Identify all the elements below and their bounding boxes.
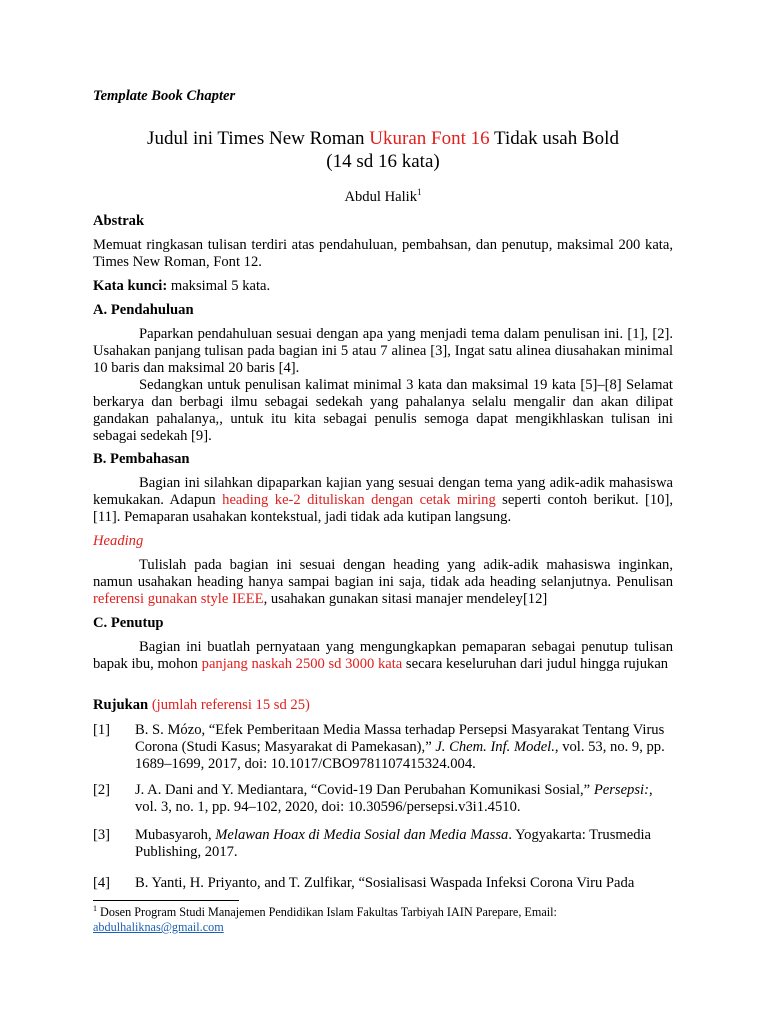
- reference-entry: [135, 722, 675, 773]
- keywords-label: Kata kunci:: [93, 278, 168, 294]
- text-run: Tulislah pada bagian ini sesuai dengan heading yang adik-adik mahasiswa inginkan, namun usahakan heading hanya sampai bagian ini saja, tidak ada heading selanjutnya. Penulisan: [93, 557, 673, 590]
- book-title: Melawan Hoax di Media Sosial dan Media Massa: [215, 827, 509, 843]
- title-subline: (14 sd 16 kata): [326, 151, 440, 172]
- references-note: (jumlah referensi 15 sd 25): [148, 697, 310, 713]
- footnote: [93, 905, 693, 935]
- sub-heading: Heading: [93, 533, 144, 549]
- text-run: Bagian ini silahkan dipaparkan kajian yang sesuai dengan tema yang adik-adik mahasiswa kemukakan. Adapun: [93, 475, 673, 508]
- discussion-paragraph-1: [93, 475, 673, 526]
- chapter-label: Template Book Chapter: [93, 88, 236, 104]
- text-run: , usahakan gunakan sitasi manajer mendeley[12]: [263, 591, 548, 607]
- author-name: Abdul Halik: [344, 189, 418, 205]
- footnote-mark: 1: [93, 903, 97, 913]
- text-run: B. Yanti, H. Priyanto, and T. Zulfikar, “Sosialisasi Waspada Infeksi Corona Viru Pada: [135, 875, 635, 891]
- title-part: Tidak usah Bold: [489, 128, 619, 149]
- text-highlight: heading ke-2 dituliskan dengan cetak miring: [222, 492, 496, 508]
- text-run: . Yogyakarta: Trusmedia Publishing, 2017.: [135, 827, 652, 860]
- text-run: secara keseluruhan dari judul hingga rujukan: [402, 656, 669, 672]
- discussion-paragraph-2: [93, 557, 673, 608]
- closing-paragraph: [93, 639, 673, 673]
- text-run: B. S. Mózo, “Efek Pemberitaan Media Massa terhadap Persepsi Masyarakat Tentang Virus Corona (Studi Kasus; Masyarakat di Pamekasan),”: [135, 722, 665, 755]
- footnote-text: Dosen Program Studi Manajemen Pendidikan Islam Fakultas Tarbiyah IAIN Parepare, Email:: [97, 905, 557, 919]
- reference-entry: [135, 782, 675, 816]
- intro-heading: A. Pendahuluan: [93, 302, 194, 318]
- reference-number: [1]: [93, 722, 111, 738]
- keywords-line: [93, 278, 673, 295]
- title-highlight: Ukuran Font 16: [369, 128, 490, 149]
- reference-number: [3]: [93, 827, 111, 843]
- paper-title: [93, 127, 673, 173]
- journal-title: J. Chem. Inf. Model.: [435, 739, 555, 755]
- reference-number: [4]: [93, 875, 111, 891]
- text-run: Mubasyaroh,: [135, 827, 216, 843]
- intro-paragraph-2: Sedangkan untuk penulisan kalimat minimal 3 kata dan maksimal 19 kata [5]–[8] Selamat berkarya dan berbagi ilmu sebagai sedekah yang pahalanya selalu mengalir dan akan dilipat gandakan pahalanya,, untuk itu kita sebagai penulis semoga dapat mengikhlaskan tulisan ini sebagai sedekah [9].: [93, 377, 673, 444]
- text-highlight: panjang naskah 2500 sd 3000 kata: [201, 656, 403, 672]
- title-part: Judul ini Times New Roman: [147, 128, 370, 149]
- abstract-heading: Abstrak: [93, 213, 145, 229]
- email-link[interactable]: abdulhaliknas@gmail.com: [93, 920, 224, 934]
- references-heading: Rujukan: [93, 697, 149, 713]
- abstract-text: Memuat ringkasan tulisan terdiri atas pendahuluan, pembahsan, dan penutup, maksimal 200 kata, Times New Roman, Font 12.: [93, 237, 673, 270]
- text-run: , vol. 53, no. 9, pp. 1689–1699, 2017, doi: 10.1017/CBO9781107415324.004.: [135, 739, 665, 772]
- reference-number: [2]: [93, 782, 111, 798]
- text-highlight: referensi gunakan style IEEE: [93, 591, 264, 607]
- keywords-text: maksimal 5 kata.: [167, 278, 271, 294]
- discussion-heading: B. Pembahasan: [93, 451, 190, 467]
- reference-entry: [135, 827, 675, 861]
- text-run: , vol. 3, no. 1, pp. 94–102, 2020, doi: 10.30596/persepsi.v3i1.4510.: [135, 782, 653, 815]
- journal-title: Persepsi:: [593, 782, 649, 798]
- author-line: [93, 189, 673, 206]
- footnote-marker[interactable]: 1: [417, 187, 422, 198]
- closing-heading: C. Penutup: [93, 615, 164, 631]
- reference-entry: [135, 875, 675, 892]
- text-run: J. A. Dani and Y. Mediantara, “Covid-19 Dan Perubahan Komunikasi Sosial,”: [135, 782, 594, 798]
- footnote-divider: [93, 900, 239, 901]
- intro-paragraph-1: Paparkan pendahuluan sesuai dengan apa yang menjadi tema dalam penulisan ini. [1], [2]. Usahakan panjang tulisan pada bagian ini 5 atau 7 alinea [3], Ingat satu alinea diusahakan minimal 10 baris dan maksimal 20 baris [4].: [93, 326, 673, 376]
- text-run: Bagian ini buatlah pernyataan yang mengungkapkan pemaparan sebagai penutup tulisan bapak ibu, mohon: [93, 639, 673, 672]
- text-run: seperti contoh berikut. [10], [11]. Pemaparan usahakan kontekstual, jadi tidak ada kutipan langsung.: [93, 492, 673, 525]
- references-heading-line: [93, 697, 673, 714]
